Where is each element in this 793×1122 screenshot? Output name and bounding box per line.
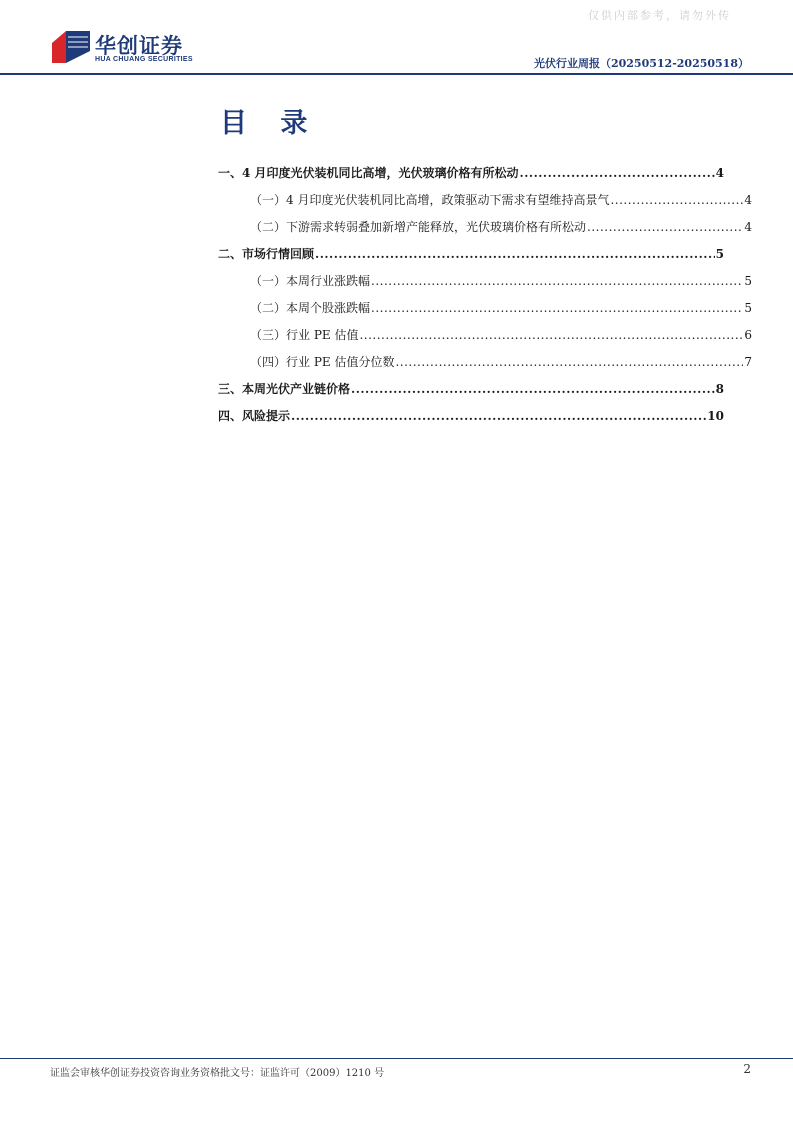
page-number: 2 (743, 1062, 751, 1076)
toc-entry-text: （二）下游需求转弱叠加新增产能释放，光伏玻璃价格有所松动 (250, 220, 587, 234)
toc-entry[interactable] (218, 380, 724, 398)
footer-license-text: 证监会审核华创证券投资咨询业务资格批文号：证监许可（2009）1210 号 (50, 1068, 385, 1079)
toc-leader-dots (371, 272, 743, 290)
toc-leader-dots (587, 218, 743, 236)
toc-entry-text: 二、市场行情回顾 (218, 247, 315, 261)
company-logo (52, 29, 212, 69)
toc-entry[interactable] (250, 272, 752, 290)
toc-entry-text: （一）本周行业涨跌幅 (250, 274, 371, 288)
toc-leader-dots (315, 245, 715, 263)
toc-leader-dots (610, 191, 743, 209)
report-title: 光伏行业周报（20250512-20250518） (533, 57, 749, 70)
toc-entry[interactable] (250, 299, 752, 317)
toc-leader-dots (395, 353, 743, 371)
logo-mark-icon (52, 29, 92, 65)
toc-entry-page: 5 (744, 274, 752, 288)
toc-entry[interactable] (218, 245, 724, 263)
toc-entry-text: （二）本周个股涨跌幅 (250, 301, 371, 315)
toc-entry-page: 6 (744, 328, 752, 342)
toc-entry-page: 4 (744, 220, 752, 234)
toc-leader-dots (520, 164, 715, 182)
logo-english-name: HUA CHUANG SECURITIES (95, 56, 193, 63)
toc-entry[interactable] (250, 191, 752, 209)
toc-entry-text: 一、4 月印度光伏装机同比高增，光伏玻璃价格有所松动 (218, 166, 519, 180)
toc-title: 目 录 (220, 108, 320, 139)
toc-entry[interactable] (250, 353, 752, 371)
toc-leader-dots (359, 326, 743, 344)
logo-chinese-name: 华创证券 (95, 34, 183, 58)
toc-entry[interactable] (250, 218, 752, 236)
toc-leader-dots (351, 380, 715, 398)
toc-entry-page: 8 (715, 382, 724, 396)
toc-entry-text: （四）行业 PE 估值分位数 (250, 355, 395, 369)
toc-entry[interactable] (250, 326, 752, 344)
watermark-text: 仅供内部参考，请勿外传 (588, 9, 731, 22)
toc-entry[interactable] (218, 407, 724, 425)
toc-entry-page: 4 (744, 193, 752, 207)
toc-entry-page: 7 (744, 355, 752, 369)
toc-leader-dots (291, 407, 706, 425)
toc-entry-page: 5 (744, 301, 752, 315)
toc-entry-text: 四、风险提示 (218, 409, 291, 423)
footer-divider (0, 1058, 793, 1059)
toc-entry-text: （一）4 月印度光伏装机同比高增，政策驱动下需求有望维持高景气 (250, 193, 610, 207)
toc-leader-dots (371, 299, 743, 317)
toc-entry-page: 5 (715, 247, 724, 261)
toc-entry-page: 4 (715, 166, 724, 180)
toc-entry-text: 三、本周光伏产业链价格 (218, 382, 351, 396)
toc-entry-page: 10 (707, 409, 724, 423)
toc-entry-text: （三）行业 PE 估值 (250, 328, 359, 342)
toc-entry[interactable] (218, 164, 724, 182)
header-divider (0, 73, 793, 75)
